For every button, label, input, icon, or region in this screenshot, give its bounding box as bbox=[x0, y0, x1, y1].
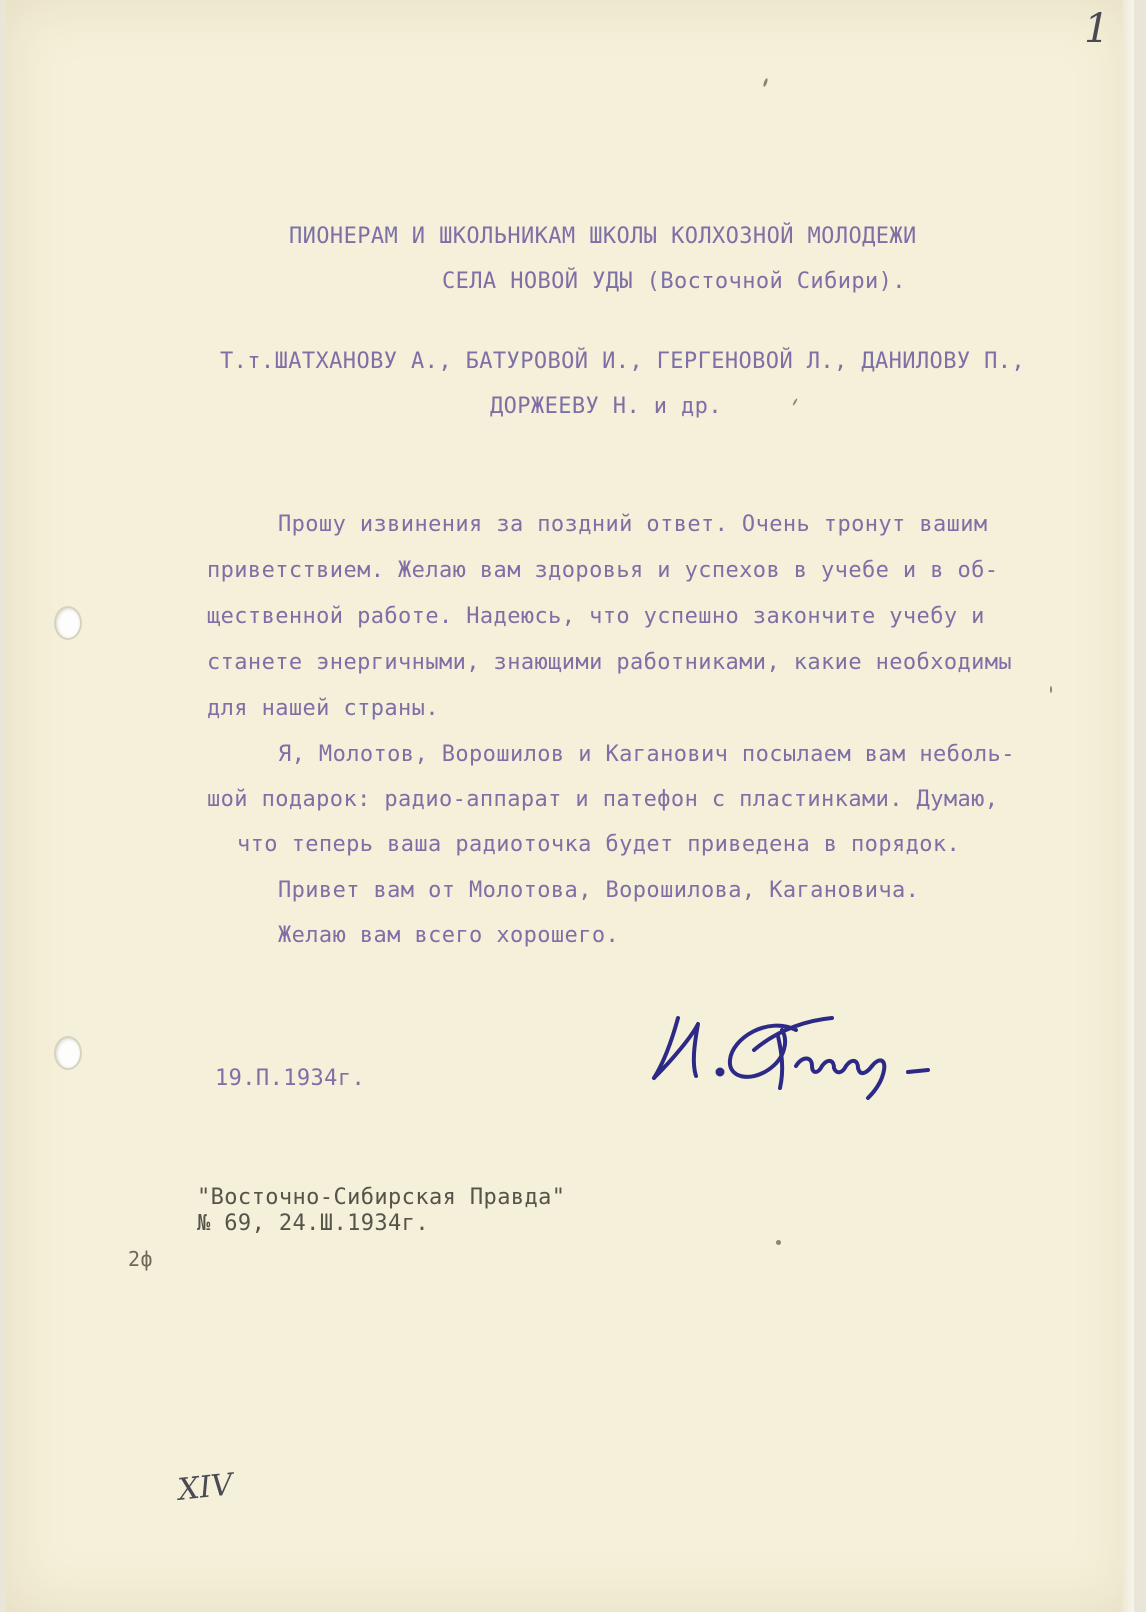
body-line: для нашей страны. bbox=[207, 696, 439, 721]
addressees-line-2: ДОРЖЕЕВУ Н. и др. bbox=[490, 394, 722, 419]
paper-edge bbox=[1122, 0, 1134, 1612]
body-line: щественной работе. Надеюсь, что успешно закончите учебу и bbox=[207, 604, 985, 629]
document-date: 19.П.1934г. bbox=[215, 1066, 366, 1091]
page-number: 1 bbox=[1084, 6, 1110, 52]
source-line-2: № 69, 24.Ш.1934г. bbox=[197, 1211, 429, 1236]
addressees-line-1: Т.т.ШАТХАНОВУ А., БАТУРОВОЙ И., ГЕРГЕНОВОЙ Л., ДАНИЛОВУ П., bbox=[220, 349, 1026, 374]
body-line: станете энергичными, знающими работниками, какие необходимы bbox=[207, 650, 1013, 675]
body-line: шой подарок: радио-аппарат и патефон с пластинками. Думаю, bbox=[207, 787, 999, 812]
ink-speck bbox=[792, 398, 798, 406]
body-line: Привет вам от Молотова, Ворошилова, Кагановича. bbox=[278, 878, 920, 903]
ink-speck bbox=[776, 1240, 781, 1245]
heading-line-2: СЕЛА НОВОЙ УДЫ (Восточной Сибири). bbox=[442, 269, 906, 294]
heading-line-1: ПИОНЕРАМ И ШКОЛЬНИКАМ ШКОЛЫ КОЛХОЗНОЙ МОЛОДЕЖИ bbox=[289, 224, 917, 249]
archive-mark: XIV bbox=[176, 1467, 235, 1508]
punch-hole-upper bbox=[56, 608, 80, 638]
ink-speck bbox=[763, 78, 769, 87]
document-sheet bbox=[6, 0, 1134, 1612]
margin-note: 2ф bbox=[128, 1247, 153, 1271]
signature bbox=[646, 1010, 956, 1120]
body-line: Желаю вам всего хорошего. bbox=[278, 923, 620, 948]
body-line: что теперь ваша радиоточка будет приведена в порядок. bbox=[237, 832, 961, 857]
body-line: Я, Молотов, Ворошилов и Каганович посылаем вам неболь- bbox=[278, 742, 1015, 767]
body-line: Прошу извинения за поздний ответ. Очень тронут вашим bbox=[278, 512, 988, 537]
ink-speck bbox=[1050, 686, 1052, 693]
source-line-1: "Восточно-Сибирская Правда" bbox=[197, 1185, 566, 1210]
body-line: приветствием. Желаю вам здоровья и успехов в учебе и в об- bbox=[207, 558, 999, 583]
punch-hole-lower bbox=[56, 1038, 80, 1068]
